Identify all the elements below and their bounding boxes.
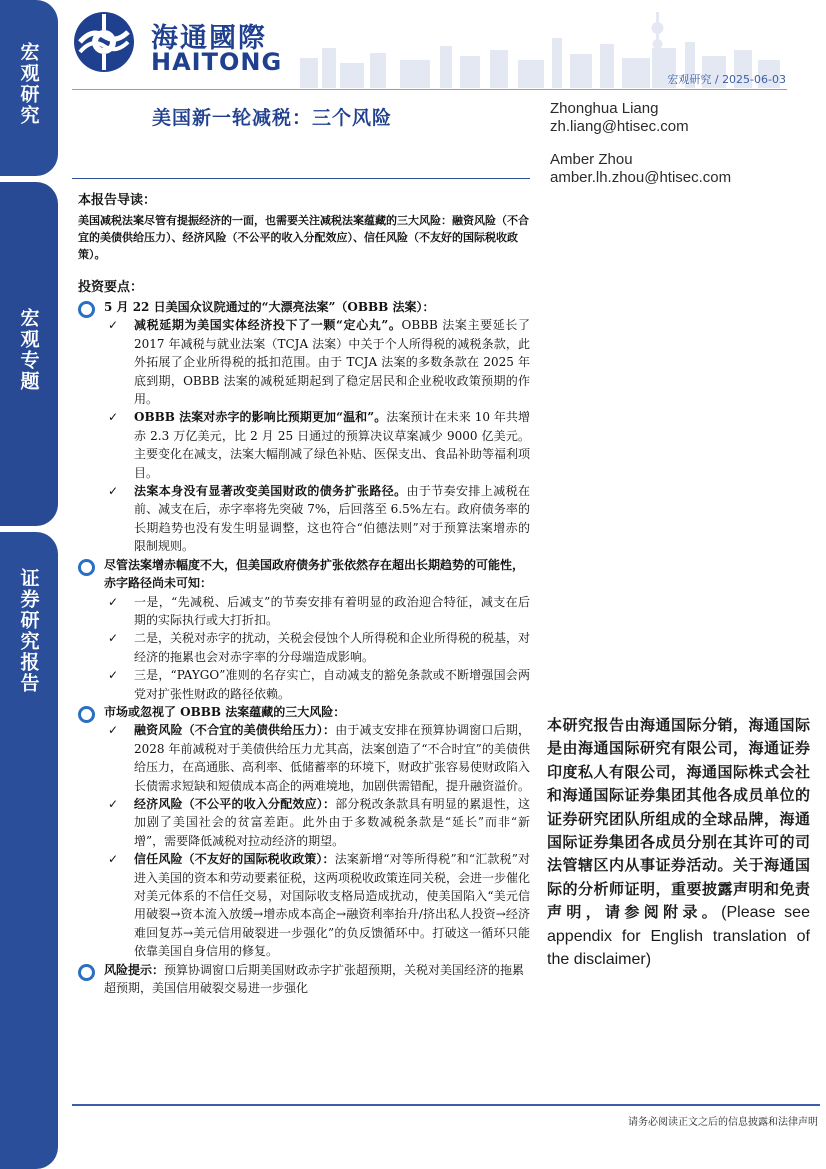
check-icon: ✓ <box>108 594 119 609</box>
list-item <box>78 593 530 630</box>
check-icon: ✓ <box>108 796 119 811</box>
risk-note-text: 预算协调窗口后期美国财政赤字扩张超预期，关税对美国经济的拖累超预期，美国信用破裂交易进一步强化 <box>104 962 525 996</box>
side-tab-label: 证券研究报告 <box>17 568 40 694</box>
list-item <box>78 408 530 482</box>
side-tab-macro-topic <box>0 182 58 526</box>
check-icon: ✓ <box>108 410 119 425</box>
item-text: 法案新增“对等所得税”和“汇款税”对进入美国的资本和劳动要素征税，这两项税收政策连同关税，会进一步催化对美元体系的不信任交易，对国际收支格局造成扰动，使美国陷入“美元信用破裂→资本流入放缓→增赤成本高企→融资利率抬升/挤出私人投资→经济难回复苏→美元信用破裂进一步强化”的负反馈循环中。打破这一循环只能依靠美国自身信用的修复。 <box>134 852 531 959</box>
header-divider <box>72 89 787 90</box>
item-text: OBBB 法案主要延长了 2017 年减税与就业法案（TCJA 法案）中关于个人所得税的减税条款，此外拓展了企业所得税的抵扣范围。由于 TCJA 法案的多数条款在 2025 年底到期，OBBB 法案的减税延期起到了稳定居民和企业税收政策预期的作用。 <box>134 318 531 407</box>
list-item <box>78 482 530 556</box>
author-name: Amber Zhou <box>550 151 633 168</box>
disclaimer-en: (Please see appendix for English translation of the disclaimer) <box>547 904 810 969</box>
list-item <box>78 629 530 666</box>
check-icon: ✓ <box>108 852 119 867</box>
section-heading <box>78 298 530 316</box>
check-icon: ✓ <box>108 318 119 333</box>
item-lead: 法案本身没有显著改变美国财政的债务扩张路径。 <box>134 484 407 499</box>
item-lead: 经济风险（不公平的收入分配效应）： <box>134 796 336 811</box>
haitong-logo-icon <box>72 10 136 74</box>
author-name: Zhonghua Liang <box>550 100 659 117</box>
section-heading-text: 尽管法案增赤幅度不大，但美国政府债务扩张依然存在超出长期趋势的可能性，赤字路径尚未可知： <box>104 557 525 591</box>
author-block <box>550 100 689 136</box>
item-lead: 融资风险（不合宜的美债供给压力）： <box>134 723 336 738</box>
points-heading: 投资要点： <box>78 280 144 295</box>
item-text: 三是，“PAYGO”准则的名存实亡，自动减支的豁免条款或不断增强国会两党对扩张性财政的路径依赖。 <box>134 668 530 701</box>
report-category: 宏观研究 <box>667 73 712 86</box>
author-email[interactable]: amber.lh.zhou@htisec.com <box>550 169 732 186</box>
item-text: 由于减支安排在预算协调窗口后期，2028 年前减税对于美债供给压力尤其高，法案创造了“不合时宜”的美债供给压力，在高通胀、高利率、低储蓄率的环境下，财政扩张容易使财政陷入长债需求短缺和短债成本高企的两难境地，加剧供需错配，提升融资溢价。 <box>134 723 531 793</box>
side-tab-label: 宏观研究 <box>17 42 40 126</box>
section-heading-text: 5 月 22 日美国众议院通过的“大漂亮法案”（OBBB 法案）： <box>104 300 435 314</box>
brand-name-en: HAITONG <box>151 48 283 76</box>
separator: / <box>714 73 719 86</box>
section-heading <box>78 703 530 721</box>
risk-note <box>78 961 530 998</box>
author-email[interactable]: zh.liang@htisec.com <box>550 118 689 135</box>
guide-text: 美国减税法案尽管有提振经济的一面，也需要关注减税法案蕴藏的三大风险：融资风险（不合宜的美债供给压力）、经济风险（不公平的收入分配效应）、信任风险（不友好的国际税收政策）。 <box>78 214 529 261</box>
author-block <box>550 151 731 187</box>
list-item <box>78 721 530 795</box>
check-icon: ✓ <box>108 484 119 499</box>
section-heading <box>78 556 530 593</box>
list-item <box>78 795 530 850</box>
item-text: 部分税改条款具有明显的累退性，这加剧了美国社会的贫富差距。此外由于多数减税条款是“延长”而非“新增”，需要降低减税对拉动经济的期望。 <box>134 796 530 848</box>
check-icon: ✓ <box>108 723 119 738</box>
section-heading-text: 市场或忽视了 OBBB 法案蕴藏的三大风险： <box>104 704 346 719</box>
item-lead: 减税延期为美国实体经济投下了一颗“定心丸”。 <box>134 318 402 333</box>
item-text: 一是，“先减税、后减支”的节奏安排有着明显的政治迎合特征，减支在后期的实际执行或大打折扣。 <box>134 594 530 627</box>
list-item <box>78 316 530 408</box>
guide-heading: 本报告导读： <box>78 193 157 208</box>
report-category-date <box>667 71 786 87</box>
brand-name-cn: 海通國際 <box>151 23 267 54</box>
side-tab-securities-report <box>0 532 58 1169</box>
check-icon: ✓ <box>108 668 119 683</box>
investment-points <box>78 298 530 997</box>
footer-divider <box>72 1104 820 1106</box>
item-text: 二是，关税对赤字的扰动，关税会侵蚀个人所得税和企业所得税的税基，对经济的拖累也会对赤字率的分母端造成影响。 <box>134 631 531 664</box>
list-item <box>78 666 530 703</box>
section-heading-text: 风险提示： <box>104 962 165 977</box>
side-tab-label: 宏观专题 <box>17 308 40 392</box>
disclaimer-cn: 本研究报告由海通国际分销，海通国际是由海通国际研究有限公司，海通证券印度私人有限公司，海通国际株式会社和海通国际证券集团其他各成员单位的证券研究团队所组成的全球品牌，海通国际证券集团各成员分别在其许可的司法管辖区内从事证券活动。关于海通国际的分析师证明，重要披露声明和免责声明，请参阅附录。 <box>547 716 810 922</box>
side-tab-macro-research <box>0 0 58 176</box>
item-lead: OBBB 法案对赤字的影响比预期更加“温和”。 <box>134 410 387 425</box>
list-item <box>78 850 530 960</box>
item-text: 法案预计在未来 10 年共增赤 2.3 万亿美元，比 2 月 25 日通过的预算决议草案减少 9000 亿美元。主要变化在减支，法案大幅削减了绿色补贴、医保支出、食品补助等福利项目。 <box>134 410 531 480</box>
report-date: 2025-06-03 <box>722 73 786 86</box>
item-text: 由于节奏安排上减税在前、减支在后，赤字率将先突破 7%，后回落至 6.5%左右。政府债务率的长期趋势也没有发生明显调整，这也符合“伯德法则”对于预算法案增赤的限制规则。 <box>134 484 530 554</box>
footer-note: 请务必阅读正文之后的信息披露和法律声明 <box>628 1117 818 1128</box>
check-icon: ✓ <box>108 631 119 646</box>
report-title: 美国新一轮减税：三个风险 <box>152 107 393 129</box>
body-divider <box>72 178 530 179</box>
item-lead: 信任风险（不友好的国际税收政策）： <box>134 852 335 867</box>
disclaimer <box>547 714 810 971</box>
